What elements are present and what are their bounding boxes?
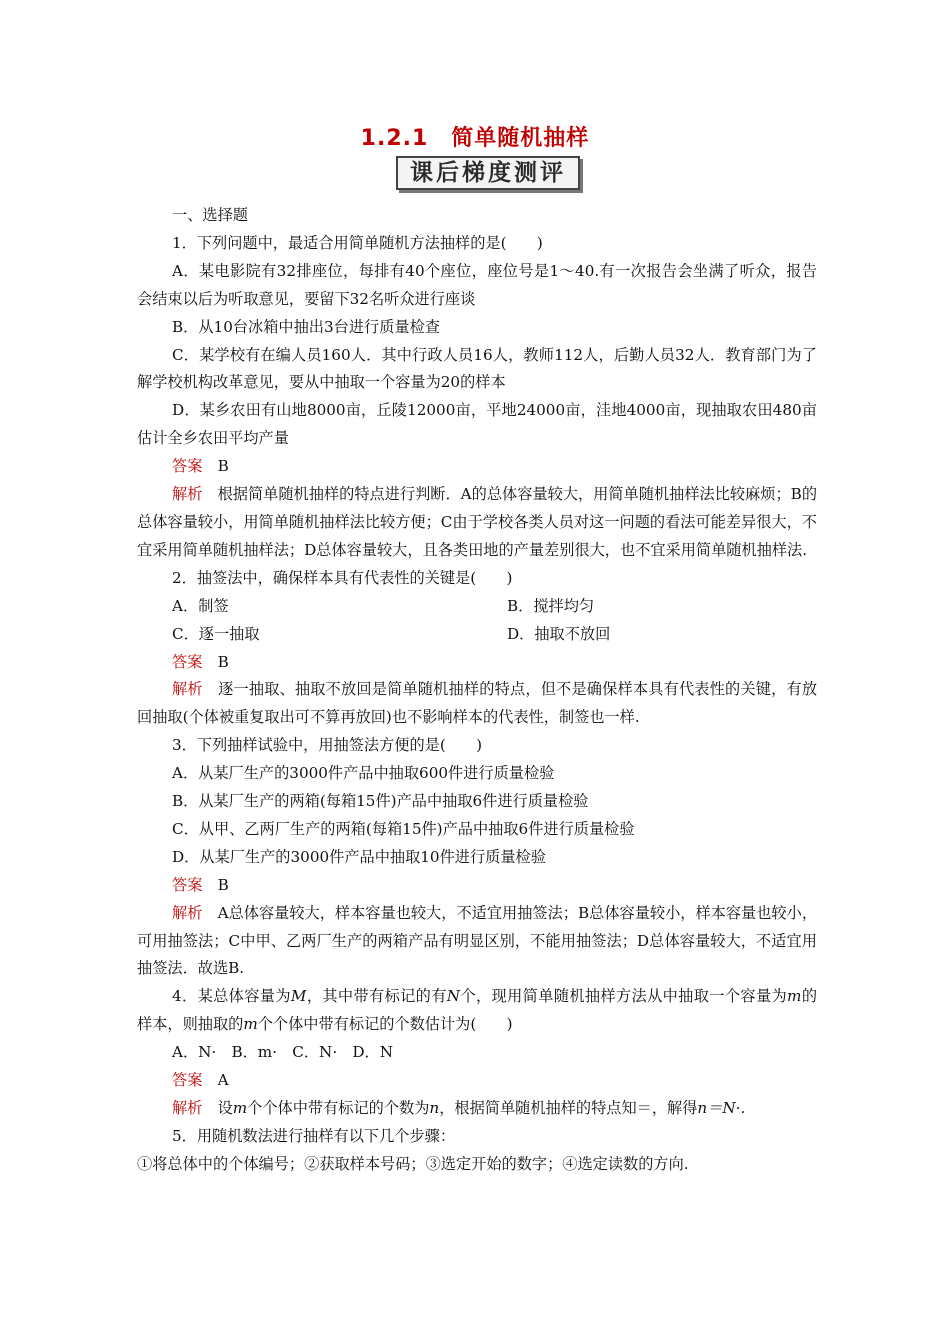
section-heading: 一、选择题 xyxy=(172,206,248,224)
var-m: m xyxy=(232,1099,248,1117)
answer-label: 答案 xyxy=(172,875,203,894)
q2-option-d: D．抽取不放回 xyxy=(507,624,611,643)
q4-stem-part: 个个体中带有标记的个数估计为( ) xyxy=(257,1015,513,1034)
q3-analysis-text: A总体容量较大，样本容量也较大，不适宜用抽签法；B总体容量较小，样本容量也较小，可用抽签法；C中甲、乙两厂生产的两箱产品有明显区别，不能用抽签法；D总体容量较大，不适宜用抽签法．故选B. xyxy=(137,903,818,978)
q4-options: A．N· B．m· C．N· D．N xyxy=(172,1043,393,1062)
section-banner: 课后梯度测评 xyxy=(396,156,580,190)
answer-label: 答案 xyxy=(172,457,203,476)
q3-option-a: A．从某厂生产的3000件产品中抽取600件进行质量检验 xyxy=(172,764,555,783)
q2-option-c: C．逐一抽取 xyxy=(172,624,260,643)
var-m: m xyxy=(243,1015,258,1034)
var-n: n xyxy=(429,1099,440,1117)
q4-stem-part: 个，现用简单随机抽样方法从中抽取一个容量为 xyxy=(460,987,788,1006)
q2-stem: 2．抽签法中，确保样本具有代表性的关键是( ) xyxy=(172,568,513,587)
q4-analysis-part: ，根据简单随机抽样的特点知＝，解得 xyxy=(439,1099,698,1117)
q2-answer xyxy=(137,649,817,677)
q4-stem-part: ，其中带有标记的有 xyxy=(306,987,447,1006)
q2-answer-value: B xyxy=(217,652,229,671)
q2-options-row-1 xyxy=(137,593,817,621)
q1-option-a: A．某电影院有32排座位，每排有40个座位，座位号是1～40.有一次报告会坐满了听众，报告会结束以后为听取意见，要留下32名听众进行座谈 xyxy=(137,261,817,308)
q3-answer-value: B xyxy=(217,875,229,894)
q1-option-c: C．某学校有在编人员160人．其中行政人员16人，教师112人，后勤人员32人．教育部门为了解学校机构改革意见，要从中抽取一个容量为20的样本 xyxy=(137,345,817,392)
q2-options-row-2 xyxy=(137,621,817,649)
answer-label: 答案 xyxy=(172,652,203,671)
q3-stem: 3．下列抽样试验中，用抽签法方便的是( ) xyxy=(172,736,483,755)
q1-analysis xyxy=(137,481,817,565)
q1-analysis-text: 根据简单随机抽样的特点进行判断．A的总体容量较大，用简单随机抽样法比较麻烦；B的总体容量较小，用简单随机抽样法比较方便；C由于学校各类人员对这一问题的看法可能差异很大，不宜采用简单随机抽样法；D总体容量较大，且各类田地的产量差别很大，也不宜采用简单随机抽样法. xyxy=(137,485,818,559)
q1-answer-value: B xyxy=(217,457,229,476)
q3-option-b: B．从某厂生产的两箱(每箱15件)产品中抽取6件进行质量检验 xyxy=(172,792,589,811)
q3-option-d: D．从某厂生产的3000件产品中抽取10件进行质量检验 xyxy=(172,847,546,866)
q4-answer xyxy=(137,1067,817,1095)
q4-analysis-part: 个个体中带有标记的个数为 xyxy=(247,1099,430,1117)
q2-analysis-text: 逐一抽取、抽取不放回是简单随机抽样的特点，但不是确保样本具有代表性的关键，有放回抽取(个体被重复取出可不算再放回)也不影响样本的代表性，制签也一样. xyxy=(137,680,818,727)
q4-stem xyxy=(137,983,817,1039)
q5-steps: ①将总体中的个体编号；②获取样本号码；③选定开始的数字；④选定读数的方向. xyxy=(137,1154,689,1173)
page-title: 1.2.1 简单随机抽样 xyxy=(360,126,590,151)
q3-analysis xyxy=(137,900,817,984)
q4-analysis-part: 设 xyxy=(217,1099,233,1117)
analysis-label: 解析 xyxy=(172,903,203,922)
analysis-label: 解析 xyxy=(172,680,203,699)
q4-stem-part: 的样本，则抽取的 xyxy=(137,987,818,1034)
q4-analysis xyxy=(137,1095,817,1123)
q2-option-a: A．制签 xyxy=(172,596,229,615)
q3-answer xyxy=(137,872,817,900)
q4-result: n＝N·. xyxy=(697,1099,746,1117)
q2-analysis xyxy=(137,676,817,732)
q5-stem: 5．用随机数法进行抽样有以下几个步骤： xyxy=(172,1126,456,1145)
analysis-label: 解析 xyxy=(172,1099,203,1117)
q1-answer xyxy=(137,453,817,481)
q1-option-d: D．某乡农田有山地8000亩，丘陵12000亩，平地24000亩，洼地4000亩，现抽取农田480亩估计全乡农田平均产量 xyxy=(137,401,817,448)
var-m: m xyxy=(787,987,802,1006)
analysis-label: 解析 xyxy=(172,485,203,504)
q1-stem: 1．下列问题中，最适合用简单随机方法抽样的是( ) xyxy=(172,233,543,252)
var-n-upper: N xyxy=(446,987,461,1006)
content xyxy=(137,202,817,1179)
answer-label: 答案 xyxy=(172,1071,203,1090)
q4-stem-part: 4．某总体容量为 xyxy=(172,987,291,1006)
q3-option-c: C．从甲、乙两厂生产的两箱(每箱15件)产品中抽取6件进行质量检验 xyxy=(172,819,635,838)
q2-option-b: B．搅拌均匀 xyxy=(507,596,595,615)
var-m-upper: M xyxy=(290,987,307,1006)
q4-answer-value: A xyxy=(217,1071,229,1090)
q1-option-b: B．从10台冰箱中抽出3台进行质量检查 xyxy=(172,317,440,336)
